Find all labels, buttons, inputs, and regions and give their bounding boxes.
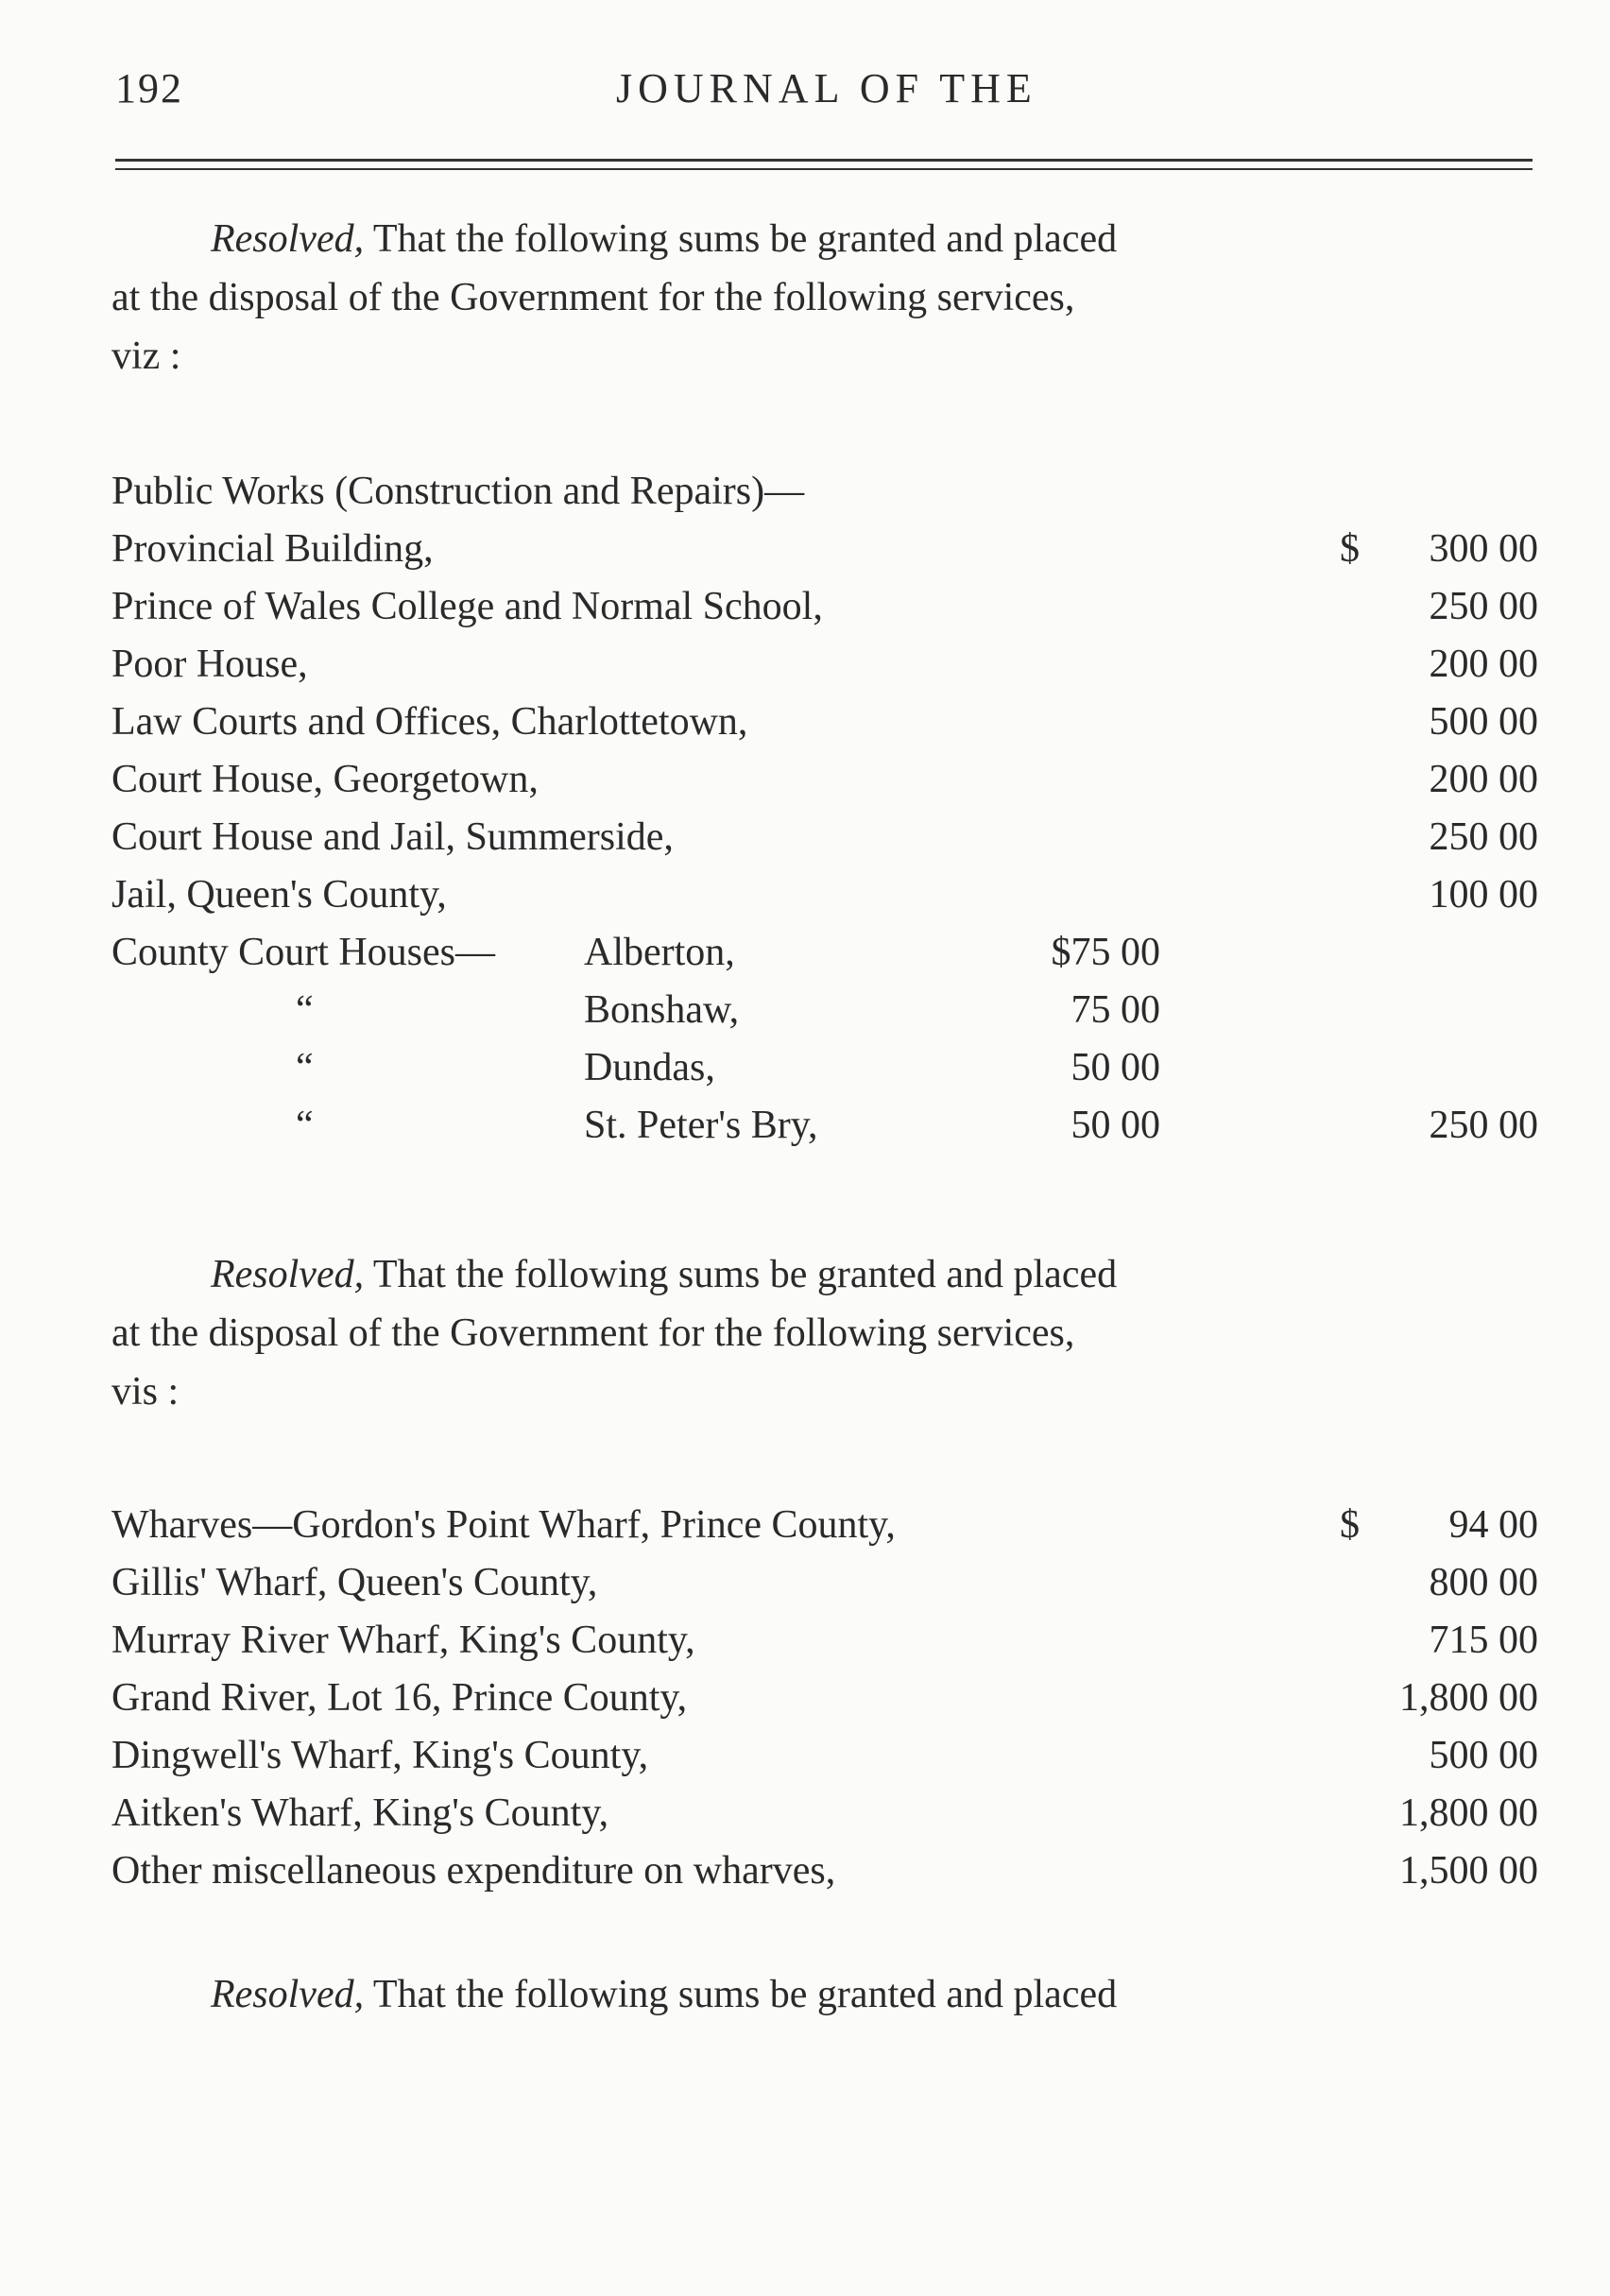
item-name: Dingwell's Wharf, King's County, <box>111 1734 649 1777</box>
resolution-1-line-2: at the disposal of the Government for the following services, <box>111 276 1075 319</box>
currency-sign: $ <box>1340 527 1360 571</box>
county-total: 250 00 <box>1429 1104 1538 1147</box>
item-name: Law Courts and Offices, Charlottetown, <box>111 700 748 744</box>
ledger-row <box>111 872 1538 930</box>
item-name: Gillis' Wharf, Queen's County, <box>111 1561 598 1604</box>
county-row <box>111 1045 1538 1103</box>
resolution-2-line-2: at the disposal of the Government for the following services, <box>111 1311 1075 1355</box>
wharf-row <box>111 1675 1538 1733</box>
county-row <box>111 1103 1538 1160</box>
county-place: St. Peter's Bry, <box>584 1104 818 1147</box>
item-name: Jail, Queen's County, <box>111 873 447 917</box>
county-label: County Court Houses— <box>111 931 496 974</box>
ledger-row <box>111 642 1538 699</box>
item-name: Court House and Jail, Summerside, <box>111 815 674 859</box>
page-header <box>115 64 1533 130</box>
ditto-mark: “ <box>296 988 314 1032</box>
resolved-word: Resolved, <box>211 1973 365 2016</box>
wharf-row <box>111 1560 1538 1618</box>
item-amount: 715 00 <box>1429 1619 1538 1662</box>
resolved-word: Resolved, <box>211 217 365 261</box>
resolution-2 <box>111 1245 1359 1421</box>
item-amount: 800 00 <box>1429 1561 1538 1604</box>
item-name: Aitken's Wharf, King's County, <box>111 1791 609 1835</box>
wharf-row <box>111 1848 1538 1906</box>
item-name: Provincial Building, <box>111 527 434 571</box>
item-amount: 200 00 <box>1429 643 1538 686</box>
ledger-heading <box>111 469 1538 526</box>
running-title: JOURNAL OF THE <box>616 65 1037 111</box>
header-rule <box>115 159 1533 162</box>
item-name: Court House, Georgetown, <box>111 758 539 801</box>
currency-sign: $ <box>1340 1503 1360 1547</box>
item-name: Grand River, Lot 16, Prince County, <box>111 1676 688 1720</box>
ledger-row <box>111 584 1538 642</box>
wharves-ledger <box>111 1502 1538 1906</box>
resolution-3-line-1: Resolved, That the following sums be granted and placed <box>211 1973 1118 2016</box>
county-sub-amount: 50 00 <box>1070 1046 1160 1089</box>
county-row <box>111 987 1538 1045</box>
item-name: Prince of Wales College and Normal School, <box>111 585 823 628</box>
item-amount: 500 00 <box>1429 1734 1538 1777</box>
item-name: Murray River Wharf, King's County, <box>111 1619 695 1662</box>
county-place: Dundas, <box>584 1046 715 1089</box>
county-place: Alberton, <box>584 931 735 974</box>
item-amount: 1,800 00 <box>1399 1791 1538 1835</box>
county-sub-amount: $75 00 <box>1051 931 1160 974</box>
resolution-2-line-3: vis : <box>111 1370 180 1414</box>
resolution-1 <box>111 210 1359 386</box>
ledger-row <box>111 526 1538 584</box>
item-amount: 94 00 <box>1448 1503 1538 1547</box>
item-amount: 1,500 00 <box>1399 1849 1538 1893</box>
ledger-row <box>111 699 1538 757</box>
item-amount: 1,800 00 <box>1399 1676 1538 1720</box>
item-amount: 250 00 <box>1429 815 1538 859</box>
item-name: Poor House, <box>111 643 308 686</box>
ditto-mark: “ <box>296 1104 314 1147</box>
public-works-ledger <box>111 469 1538 1160</box>
resolution-2-line-1: Resolved, That the following sums be granted and placed <box>211 1253 1118 1296</box>
page-number: 192 <box>115 65 183 111</box>
wharf-row <box>111 1502 1538 1560</box>
item-name: Wharves—Gordon's Point Wharf, Prince County, <box>111 1503 896 1547</box>
county-sub-amount: 75 00 <box>1070 988 1160 1032</box>
public-works-heading: Public Works (Construction and Repairs)— <box>111 470 805 513</box>
county-place: Bonshaw, <box>584 988 740 1032</box>
resolution-3 <box>111 1965 1359 2024</box>
county-sub-amount: 50 00 <box>1070 1104 1160 1147</box>
header-rule-thin <box>115 168 1533 170</box>
resolution-1-line-1: Resolved, That the following sums be granted and placed <box>211 217 1118 261</box>
item-amount: 200 00 <box>1429 758 1538 801</box>
ledger-row <box>111 757 1538 814</box>
county-row <box>111 930 1538 987</box>
wharf-row <box>111 1733 1538 1791</box>
resolution-1-line-3: viz : <box>111 334 181 378</box>
item-amount: 250 00 <box>1429 585 1538 628</box>
ditto-mark: “ <box>296 1046 314 1089</box>
item-amount: 100 00 <box>1429 873 1538 917</box>
wharf-row <box>111 1618 1538 1675</box>
ledger-row <box>111 814 1538 872</box>
wharf-row <box>111 1791 1538 1848</box>
item-amount: 500 00 <box>1429 700 1538 744</box>
resolved-word: Resolved, <box>211 1253 365 1296</box>
item-name: Other miscellaneous expenditure on wharves, <box>111 1849 836 1893</box>
item-amount: 300 00 <box>1429 527 1538 571</box>
